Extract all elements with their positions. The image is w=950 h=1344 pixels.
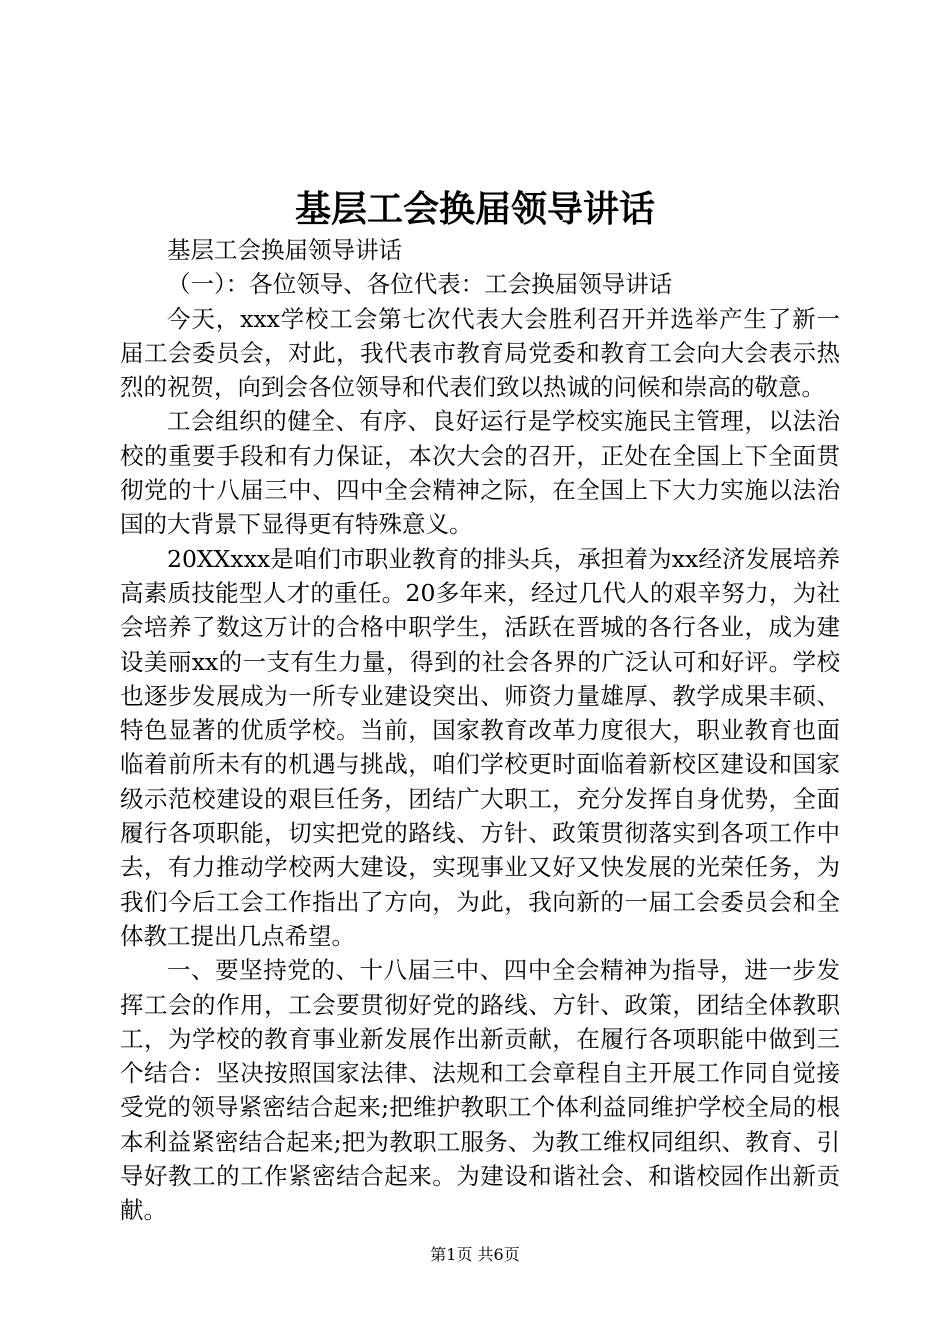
paragraph-school-history: 20XXxxx是咱们市职业教育的排头兵，承担着为xx经济发展培养高素质技能型人才的重任。20多年来，经过几代人的艰辛努力，为社会培养了数这万计的合格中职学生，活跃在晋城的各行各业，成为建设美丽xx的一支有生力量，得到的社会各界的广泛认可和好评。学校也逐步发展成为一所专业建设突出、师资力量雄厚、教学成果丰硕、特色显著的优质学校。当前，国家教育改革力度很大，职业教育也面临着前所未有的机遇与挑战，咱们学校更时面临着新校区建设和国家级示范校建设的艰巨任务，团结广大职工，充分发挥自身优势，全面履行各项职能，切实把党的路线、方针、政策贯彻落实到各项工作中去，有力推动学校两大建设，实现事业又好又快发展的光荣任务，为我们今后工会工作指出了方向，为此，我向新的一届工会委员会和全体教工提出几点希望。 — [120, 544, 840, 950]
document-body — [120, 233, 840, 1228]
paragraph-section-heading: （一）：各位领导、各位代表：工会换届领导讲话 — [167, 270, 673, 299]
paragraph-subtitle: 基层工会换届领导讲话 — [167, 236, 402, 264]
document-title: 基层工会换届领导讲话 — [294, 188, 655, 230]
paragraph-point-one: 一、要坚持党的、十八届三中、四中全会精神为指导，进一步发挥工会的作用，工会要贯彻好党的路线、方针、政策，团结全体教职工，为学校的教育事业新发展作出新贡献，在履行各项职能中做到三个结合：坚决按照国家法律、法规和工会章程自主开展工作同自觉接受党的领导紧密结合起来;把维护教职工个体利益同维护学校全局的根本利益紧密结合起来;把为教职工服务、为教工维权同组织、教育、引导好教工的工作紧密结合起来。为建设和谐社会、和谐校园作出新贡献。 — [120, 956, 840, 1225]
paragraph-opening: 今天，xxx学校工会第七次代表大会胜利召开并选举产生了新一届工会委员会，对此，我代表市教育局党委和教育工会向大会表示热烈的祝贺，向到会各位领导和代表们致以热诚的问候和崇高的敬意。 — [120, 304, 840, 402]
paragraph-union-organization: 工会组织的健全、有序、良好运行是学校实施民主管理，以法治校的重要手段和有力保证，本次大会的召开，正处在全国上下全面贯彻党的十八届三中、四中全会精神之际，在全国上下大力实施以法治国的大背景下显得更有特殊意义。 — [120, 407, 840, 539]
page-number-footer: 第1页 共6页 — [430, 1245, 520, 1264]
